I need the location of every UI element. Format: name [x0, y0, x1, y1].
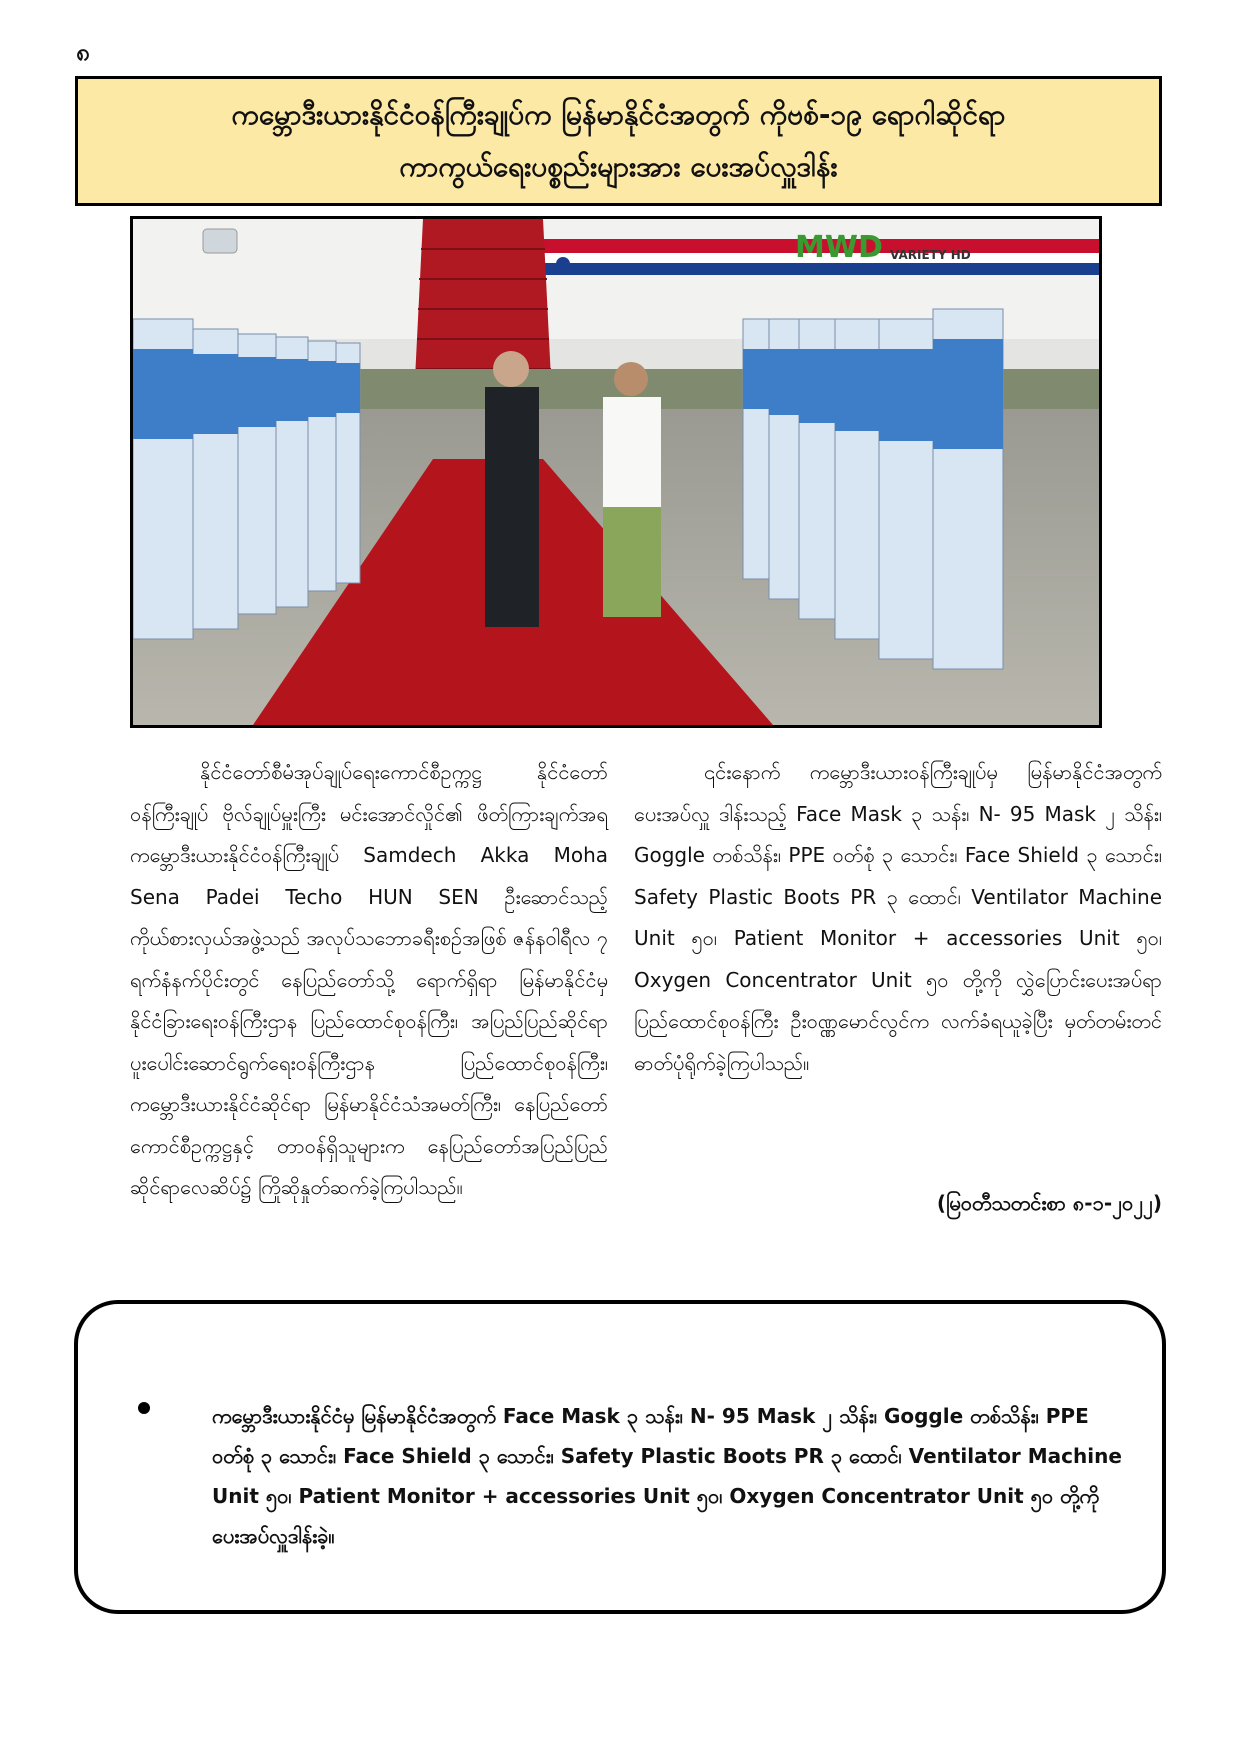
- channel-logo-sub: VARIETY HD: [890, 248, 971, 262]
- bullet-icon: [138, 1402, 150, 1414]
- headline-line-2: ကာကွယ်ရေးပစ္စည်းများအား ပေးအပ်လှူဒါန်း: [399, 150, 838, 183]
- article-right-column: [634, 752, 1162, 1084]
- article-paragraph-right: ၎င်းနောက် ကမ္ဘောဒီးယားဝန်ကြီးချုပ်မှ မြန်မာနိုင်ငံအတွက် ပေးအပ်လှူ ဒါန်းသည့် Face Mask ၃ သန်း၊ N- 95 Mask ၂ သိန်း၊ Goggle တစ်သိန်း၊ PPE ဝတ်စုံ ၃ သောင်း၊ Face Shield ၃ သောင်း၊ Safety Plastic Boots PR ၃ ထောင်၊ Ventilator Machine Unit ၅၀၊ Patient Monitor + accessories Unit ၅၀၊ Oxygen Concentrator Unit ၅၀ တို့ကို လွှဲပြောင်းပေးအပ်ရာ ပြည်ထောင်စုဝန်ကြီး ဦးဝဏ္ဏမောင်လွင်က လက်ခံရယူခဲ့ပြီး မှတ်တမ်းတင်ဓာတ်ပုံရိုက်ခဲ့ကြပါသည်။: [634, 760, 1162, 1075]
- news-photo: [130, 216, 1102, 728]
- airport-arrival-illustration: [133, 219, 1099, 725]
- channel-logo: MWD: [795, 230, 883, 265]
- article-paragraph-left: နိုင်ငံတော်စီမံအုပ်ချုပ်ရေးကောင်စီဥက္ကဋ္ဌ နိုင်ငံတော်ဝန်ကြီးချုပ် ဗိုလ်ချုပ်မှူးကြီး မင်းအောင်လှိုင်၏ ဖိတ်ကြားချက်အရ ကမ္ဘောဒီးယားနိုင်ငံဝန်ကြီးချုပ် Samdech Akka Moha Sena Padei Techo HUN SEN ဦးဆောင်သည့်ကိုယ်စားလှယ်အဖွဲ့သည် အလုပ်သဘောခရီးစဉ်အဖြစ် ဇန်နဝါရီလ ၇ ရက်နံနက်ပိုင်းတွင် နေပြည်တော်သို့ ရောက်ရှိရာ မြန်မာနိုင်ငံမှ နိုင်ငံခြားရေးဝန်ကြီးဌာန ပြည်ထောင်စုဝန်ကြီး၊ အပြည်ပြည်ဆိုင်ရာပူးပေါင်းဆောင်ရွက်ရေးဝန်ကြီးဌာန ပြည်ထောင်စုဝန်ကြီး၊ ကမ္ဘောဒီးယားနိုင်ငံဆိုင်ရာ မြန်မာနိုင်ငံသံအမတ်ကြီး၊ နေပြည်တော်ကောင်စီဥက္ကဋ္ဌနှင့် တာဝန်ရှိသူများက နေပြည်တော်အပြည်ပြည်ဆိုင်ရာလေဆိပ်၌ ကြိုဆိုနှုတ်ဆက်ခဲ့ကြပါသည်။: [130, 760, 608, 1199]
- article-source: (မြဝတီသတင်းစာ ၈-၁-၂၀၂၂): [936, 1191, 1162, 1215]
- page-number: ၈: [76, 38, 90, 66]
- headline-box: [75, 76, 1162, 206]
- summary-text: ကမ္ဘောဒီးယားနိုင်ငံမှ မြန်မာနိုင်ငံအတွက် Face Mask ၃ သန်း၊ N- 95 Mask ၂ သိန်း၊ Goggle တစ်သိန်း၊ PPE ဝတ်စုံ ၃ သောင်း၊ Face Shield ၃ သောင်း၊ Safety Plastic Boots PR ၃ ထောင်၊ Ventilator Machine Unit ၅၀၊ Patient Monitor + accessories Unit ၅၀၊ Oxygen Concentrator Unit ၅၀ တို့ကို ပေးအပ်လှူဒါန်းခဲ့။: [212, 1404, 1122, 1548]
- summary-box: [74, 1300, 1166, 1614]
- article-left-column: [130, 752, 608, 1209]
- headline-line-1: ကမ္ဘောဒီးယားနိုင်ငံဝန်ကြီးချုပ်က မြန်မာနိုင်ငံအတွက် ကိုဗစ်-၁၉ ရောဂါဆိုင်ရာ: [231, 98, 1006, 131]
- summary-bullet-item: [138, 1396, 1132, 1556]
